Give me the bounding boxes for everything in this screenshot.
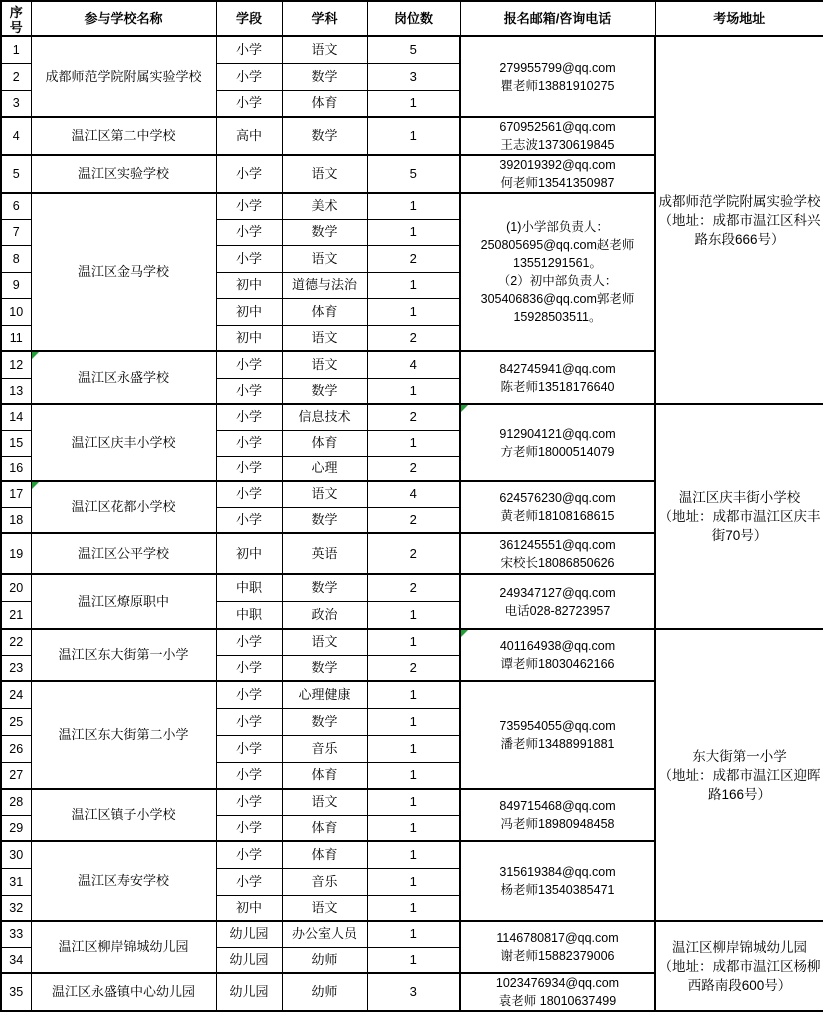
subject-cell: 数学	[282, 219, 367, 245]
contact-line: 1023476934@qq.com	[495, 976, 620, 990]
position-count-cell: 1	[367, 815, 460, 841]
row-number-cell: 22	[1, 629, 31, 655]
position-count-cell: 3	[367, 973, 460, 1011]
subject-cell: 信息技术	[282, 404, 367, 430]
row-number-cell: 27	[1, 762, 31, 789]
position-count-cell: 4	[367, 351, 460, 378]
header-contact: 报名邮箱/咨询电话	[460, 1, 655, 36]
row-number-cell: 26	[1, 735, 31, 762]
position-count-cell: 1	[367, 629, 460, 655]
position-count-cell: 2	[367, 507, 460, 533]
subject-cell: 数学	[282, 708, 367, 735]
row-number-cell: 11	[1, 325, 31, 351]
contact-cell	[460, 117, 655, 155]
row-number-cell: 10	[1, 298, 31, 325]
grade-level-cell: 小学	[216, 36, 282, 63]
contact-line: 杨老师13540385471	[500, 883, 615, 897]
subject-cell: 语文	[282, 789, 367, 815]
contact-line: 842745941@qq.com	[499, 361, 616, 376]
header-subject: 学科	[282, 1, 367, 36]
school-name-cell	[31, 629, 216, 681]
subject-cell: 心理	[282, 456, 367, 481]
school-name-cell	[31, 481, 216, 533]
row-number-cell: 5	[1, 155, 31, 193]
header-count: 岗位数	[367, 1, 460, 36]
row-number-cell: 28	[1, 789, 31, 815]
contact-line: 849715468@qq.com	[499, 799, 616, 813]
row-number-cell: 13	[1, 378, 31, 404]
contact-line: 宋校长18086850626	[500, 555, 615, 570]
school-name: 温江区永盛学校	[77, 369, 169, 385]
contact-cell	[460, 533, 655, 574]
row-number-cell: 1	[1, 36, 31, 63]
position-count-cell: 1	[367, 895, 460, 921]
contact-cell	[460, 404, 655, 481]
header-school: 参与学校名称	[31, 1, 216, 36]
contact-line: 袁老师 18010637499	[498, 994, 617, 1008]
row-number-cell: 16	[1, 456, 31, 481]
contact-line: 249347127@qq.com	[499, 585, 616, 600]
venue-address: （地址：成都市温江区庆丰街70号）	[658, 509, 821, 543]
subject-cell: 音乐	[282, 868, 367, 895]
school-name: 温江区金马学校	[77, 264, 169, 279]
table-row	[1, 629, 823, 655]
row-number-cell: 17	[1, 481, 31, 507]
row-number-cell: 30	[1, 841, 31, 868]
venue-name: 成都师范学院附属实验学校	[658, 193, 821, 209]
row-number-cell: 15	[1, 430, 31, 456]
exam-venue-cell	[655, 404, 823, 629]
school-name: 温江区东大街第二小学	[58, 727, 189, 742]
position-count-cell: 1	[367, 601, 460, 629]
subject-cell: 数学	[282, 574, 367, 601]
row-number-cell: 24	[1, 681, 31, 708]
grade-level-cell: 小学	[216, 219, 282, 245]
position-count-cell: 2	[367, 245, 460, 272]
cell-comment-triangle-icon	[32, 482, 39, 489]
position-count-cell: 1	[367, 117, 460, 155]
position-count-cell: 2	[367, 574, 460, 601]
school-name: 温江区花都小学校	[71, 499, 176, 514]
subject-cell: 语文	[282, 351, 367, 378]
grade-level-cell: 小学	[216, 735, 282, 762]
contact-cell	[460, 351, 655, 404]
contact-line: 735954055@qq.com	[499, 719, 616, 733]
row-number-cell: 6	[1, 193, 31, 219]
grade-level-cell: 小学	[216, 351, 282, 378]
grade-level-cell: 初中	[216, 895, 282, 921]
row-number-cell: 14	[1, 404, 31, 430]
position-count-cell: 5	[367, 155, 460, 193]
table-row	[1, 404, 823, 430]
row-number-cell: 34	[1, 947, 31, 973]
contact-cell	[460, 841, 655, 921]
school-name-cell	[31, 155, 216, 193]
contact-cell	[460, 973, 655, 1011]
position-count-cell: 4	[367, 481, 460, 507]
row-number-cell: 32	[1, 895, 31, 921]
subject-cell: 音乐	[282, 735, 367, 762]
school-name-cell	[31, 921, 216, 973]
table-row	[1, 36, 823, 63]
contact-line: 黄老师18108168615	[500, 509, 615, 523]
position-count-cell: 1	[367, 708, 460, 735]
header-level: 学段	[216, 1, 282, 36]
row-number-cell: 2	[1, 63, 31, 90]
contact-line: 315619384@qq.com	[499, 865, 616, 879]
row-number-cell: 12	[1, 351, 31, 378]
school-name: 温江区东大街第一小学	[58, 647, 189, 662]
contact-cell	[460, 789, 655, 841]
venue-name: 东大街第一小学	[692, 748, 787, 764]
contact-line: 361245551@qq.com	[499, 537, 616, 552]
contact-line: 279955799@qq.com	[499, 60, 616, 75]
cell-comment-triangle-icon	[461, 630, 468, 637]
row-number-cell: 29	[1, 815, 31, 841]
contact-line: 谢老师15882379006	[500, 949, 615, 963]
grade-level-cell: 初中	[216, 298, 282, 325]
contact-line: （2）初中部负责人：	[497, 274, 618, 288]
position-count-cell: 1	[367, 947, 460, 973]
school-name: 温江区寿安学校	[77, 873, 169, 888]
grade-level-cell: 小学	[216, 841, 282, 868]
position-count-cell: 1	[367, 430, 460, 456]
row-number-cell: 3	[1, 90, 31, 117]
position-count-cell: 2	[367, 325, 460, 351]
school-name: 温江区庆丰小学校	[71, 434, 176, 450]
grade-level-cell: 小学	[216, 63, 282, 90]
contact-line: 15928503511。	[513, 310, 602, 324]
grade-level-cell: 小学	[216, 655, 282, 681]
position-count-cell: 3	[367, 63, 460, 90]
position-count-cell: 2	[367, 456, 460, 481]
contact-cell	[460, 193, 655, 351]
school-name-cell	[31, 351, 216, 404]
position-count-cell: 1	[367, 762, 460, 789]
position-count-cell: 1	[367, 90, 460, 117]
contact-line: 方老师18000514079	[500, 444, 615, 459]
subject-cell: 数学	[282, 117, 367, 155]
subject-cell: 体育	[282, 841, 367, 868]
subject-cell: 数学	[282, 655, 367, 681]
position-count-cell: 1	[367, 681, 460, 708]
contact-line: 冯老师18980948458	[500, 817, 615, 831]
position-count-cell: 1	[367, 378, 460, 404]
row-number-cell: 33	[1, 921, 31, 947]
contact-cell	[460, 681, 655, 789]
position-count-cell: 1	[367, 789, 460, 815]
position-count-cell: 1	[367, 735, 460, 762]
school-name: 温江区燎原职中	[77, 593, 169, 609]
school-name-cell	[31, 36, 216, 117]
contact-line: 624576230@qq.com	[499, 491, 616, 505]
contact-cell	[460, 629, 655, 681]
position-count-cell: 1	[367, 868, 460, 895]
row-number-cell: 20	[1, 574, 31, 601]
position-count-cell: 1	[367, 193, 460, 219]
exam-venue-cell	[655, 36, 823, 404]
subject-cell: 道德与法治	[282, 272, 367, 298]
contact-cell	[460, 481, 655, 533]
position-count-cell: 2	[367, 655, 460, 681]
venue-address: （地址：成都市温江区迎晖路166号）	[658, 767, 821, 802]
subject-cell: 幼师	[282, 947, 367, 973]
subject-cell: 幼师	[282, 973, 367, 1011]
cell-comment-triangle-icon	[32, 352, 39, 359]
grade-level-cell: 中职	[216, 574, 282, 601]
contact-line: 何老师13541350987	[500, 176, 615, 190]
header-row	[1, 1, 823, 36]
grade-level-cell: 小学	[216, 456, 282, 481]
contact-line: 305406836@qq.com郭老师	[480, 292, 635, 306]
row-number-cell: 31	[1, 868, 31, 895]
school-name: 温江区柳岸锦城幼儿园	[58, 939, 189, 954]
venue-address: （地址：成都市温江区科兴路东段666号）	[658, 212, 821, 247]
contact-cell	[460, 921, 655, 973]
exam-venue-cell	[655, 921, 823, 1011]
contact-line: 13551291561。	[513, 256, 602, 270]
contact-line: 250805695@qq.com赵老师	[480, 238, 635, 252]
grade-level-cell: 小学	[216, 245, 282, 272]
grade-level-cell: 初中	[216, 272, 282, 298]
position-count-cell: 1	[367, 298, 460, 325]
row-number-cell: 19	[1, 533, 31, 574]
grade-level-cell: 小学	[216, 378, 282, 404]
subject-cell: 体育	[282, 90, 367, 117]
row-number-cell: 18	[1, 507, 31, 533]
position-count-cell: 5	[367, 36, 460, 63]
position-count-cell: 1	[367, 219, 460, 245]
grade-level-cell: 高中	[216, 117, 282, 155]
position-count-cell: 1	[367, 272, 460, 298]
school-name: 温江区镇子小学校	[71, 807, 176, 822]
exam-venue-cell	[655, 629, 823, 921]
grade-level-cell: 小学	[216, 507, 282, 533]
school-name-cell	[31, 193, 216, 351]
position-count-cell: 1	[367, 921, 460, 947]
row-number-cell: 8	[1, 245, 31, 272]
contact-line: 瞿老师13881910275	[500, 78, 615, 93]
contact-line: 陈老师13518176640	[500, 379, 615, 394]
position-count-cell: 1	[367, 841, 460, 868]
subject-cell: 语文	[282, 325, 367, 351]
school-name-cell	[31, 681, 216, 789]
grade-level-cell: 小学	[216, 868, 282, 895]
venue-name: 温江区柳岸锦城幼儿园	[672, 939, 807, 955]
grade-level-cell: 幼儿园	[216, 947, 282, 973]
cell-comment-triangle-icon	[461, 405, 468, 412]
subject-cell: 数学	[282, 63, 367, 90]
row-number-cell: 23	[1, 655, 31, 681]
contact-line: (1)小学部负责人：	[506, 220, 609, 234]
school-name-cell	[31, 117, 216, 155]
subject-cell: 语文	[282, 481, 367, 507]
venue-address: （地址：成都市温江区杨柳西路南段600号）	[658, 958, 821, 993]
contact-line: 1146780817@qq.com	[496, 931, 619, 945]
grade-level-cell: 小学	[216, 404, 282, 430]
grade-level-cell: 小学	[216, 815, 282, 841]
school-name: 温江区实验学校	[77, 166, 169, 181]
subject-cell: 数学	[282, 378, 367, 404]
subject-cell: 美术	[282, 193, 367, 219]
subject-cell: 语文	[282, 895, 367, 921]
row-number-cell: 25	[1, 708, 31, 735]
grade-level-cell: 小学	[216, 762, 282, 789]
school-name-cell	[31, 973, 216, 1011]
subject-cell: 政治	[282, 601, 367, 629]
subject-cell: 体育	[282, 815, 367, 841]
subject-cell: 数学	[282, 507, 367, 533]
subject-cell: 体育	[282, 430, 367, 456]
subject-cell: 语文	[282, 155, 367, 193]
row-number-cell: 7	[1, 219, 31, 245]
header-seq: 序号	[1, 1, 31, 36]
subject-cell: 语文	[282, 36, 367, 63]
grade-level-cell: 幼儿园	[216, 973, 282, 1011]
school-name-cell	[31, 404, 216, 481]
school-name-cell	[31, 574, 216, 629]
grade-level-cell: 小学	[216, 90, 282, 117]
subject-cell: 办公室人员	[282, 921, 367, 947]
venue-name: 温江区庆丰街小学校	[678, 490, 801, 505]
row-number-cell: 4	[1, 117, 31, 155]
subject-cell: 英语	[282, 533, 367, 574]
grade-level-cell: 中职	[216, 601, 282, 629]
school-name: 温江区第二中学校	[71, 128, 176, 143]
contact-line: 912904121@qq.com	[499, 426, 616, 441]
grade-level-cell: 小学	[216, 789, 282, 815]
contact-line: 王志波13730619845	[500, 138, 615, 152]
school-name: 温江区公平学校	[77, 545, 169, 561]
school-name-cell	[31, 841, 216, 921]
grade-level-cell: 小学	[216, 481, 282, 507]
grade-level-cell: 小学	[216, 430, 282, 456]
subject-cell: 体育	[282, 762, 367, 789]
school-name: 温江区永盛镇中心幼儿园	[51, 984, 195, 999]
grade-level-cell: 小学	[216, 155, 282, 193]
contact-line: 670952561@qq.com	[499, 120, 616, 134]
contact-cell	[460, 574, 655, 629]
school-name: 成都师范学院附属实验学校	[45, 68, 202, 84]
row-number-cell: 9	[1, 272, 31, 298]
row-number-cell: 21	[1, 601, 31, 629]
contact-line: 潘老师13488991881	[500, 737, 615, 751]
subject-cell: 心理健康	[282, 681, 367, 708]
grade-level-cell: 小学	[216, 681, 282, 708]
position-count-cell: 2	[367, 404, 460, 430]
school-name-cell	[31, 533, 216, 574]
contact-line: 谭老师18030462166	[500, 657, 615, 671]
subject-cell: 语文	[282, 245, 367, 272]
contact-cell	[460, 155, 655, 193]
subject-cell: 语文	[282, 629, 367, 655]
contact-line: 401164938@qq.com	[499, 639, 616, 653]
row-number-cell: 35	[1, 973, 31, 1011]
grade-level-cell: 初中	[216, 325, 282, 351]
grade-level-cell: 初中	[216, 533, 282, 574]
table-body	[1, 36, 823, 1011]
table-row	[1, 921, 823, 947]
grade-level-cell: 小学	[216, 193, 282, 219]
header-venue: 考场地址	[655, 1, 823, 36]
position-count-cell: 2	[367, 533, 460, 574]
subject-cell: 体育	[282, 298, 367, 325]
contact-line: 电话028-82723957	[504, 603, 611, 618]
grade-level-cell: 小学	[216, 629, 282, 655]
school-name-cell	[31, 789, 216, 841]
grade-level-cell: 小学	[216, 708, 282, 735]
contact-cell	[460, 36, 655, 117]
contact-line: 392019392@qq.com	[499, 158, 616, 172]
grade-level-cell: 幼儿园	[216, 921, 282, 947]
